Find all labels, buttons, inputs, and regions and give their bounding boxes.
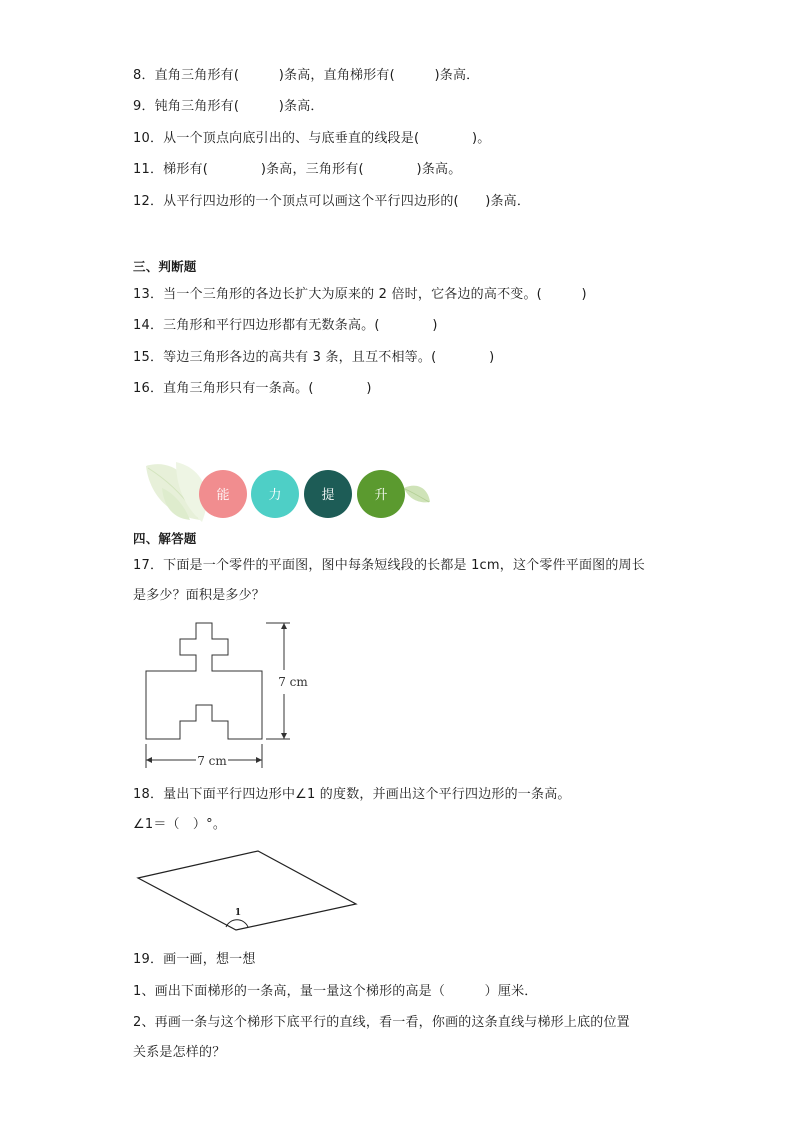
banner-char-2: 力 bbox=[268, 488, 282, 503]
question-16: 16．直角三角形只有一条高。( ) bbox=[133, 381, 372, 396]
question-17-line-1: 17．下面是一个零件的平面图，图中每条短线段的长都是 1cm，这个零件平面图的周长 bbox=[133, 558, 645, 573]
question-19-item-2-line-2: 关系是怎样的？ bbox=[133, 1045, 226, 1060]
small-leaf-icon bbox=[404, 486, 430, 503]
angle-1-label: 1 bbox=[234, 908, 242, 918]
question-11: 11．梯形有( )条高，三角形有( )条高。 bbox=[133, 162, 462, 177]
question-9: 9．钝角三角形有( )条高． bbox=[133, 99, 324, 114]
ability-banner bbox=[142, 458, 434, 524]
question-17-line-2: 是多少？面积是多少？ bbox=[133, 588, 266, 603]
leaf-decoration-icon bbox=[146, 462, 207, 522]
parallelogram-shape bbox=[138, 851, 356, 930]
question-12: 12．从平行四边形的一个顶点可以画这个平行四边形的( )条高． bbox=[133, 194, 531, 209]
banner-char-1: 能 bbox=[216, 488, 230, 503]
section-4-heading: 四、解答题 bbox=[133, 531, 197, 546]
banner-char-4: 升 bbox=[374, 488, 388, 503]
question-19-title: 19．画一画，想一想 bbox=[133, 952, 256, 967]
width-label: 7 cm bbox=[197, 754, 227, 768]
banner-char-3: 提 bbox=[321, 488, 335, 503]
figure-18-parallelogram bbox=[134, 846, 362, 932]
height-label: 7 cm bbox=[278, 675, 308, 689]
question-19-item-1: 1、画出下面梯形的一条高，量一量这个梯形的高是（ ）厘米． bbox=[133, 984, 538, 999]
question-19-item-2-line-1: 2、再画一条与这个梯形下底平行的直线，看一看，你画的这条直线与梯形上底的位置 bbox=[133, 1015, 630, 1030]
question-15: 15．等边三角形各边的高共有 3 条，且互不相等。( ) bbox=[133, 350, 495, 365]
part-outline bbox=[146, 623, 262, 739]
question-8: 8．直角三角形有( )条高，直角梯形有( )条高． bbox=[133, 68, 480, 83]
figure-17-part-plan bbox=[138, 618, 318, 774]
section-3-heading: 三、判断题 bbox=[133, 259, 197, 274]
question-10: 10．从一个顶点向底引出的、与底垂直的线段是( )。 bbox=[133, 131, 491, 146]
question-18-line-1: 18．量出下面平行四边形中∠1 的度数，并画出这个平行四边形的一条高。 bbox=[133, 787, 571, 802]
question-18-line-2: ∠1＝（ ）°。 bbox=[133, 817, 227, 832]
question-13: 13．当一个三角形的各边长扩大为原来的 2 倍时，它各边的高不变。( ) bbox=[133, 287, 587, 302]
question-14: 14．三角形和平行四边形都有无数条高。( ) bbox=[133, 318, 438, 333]
